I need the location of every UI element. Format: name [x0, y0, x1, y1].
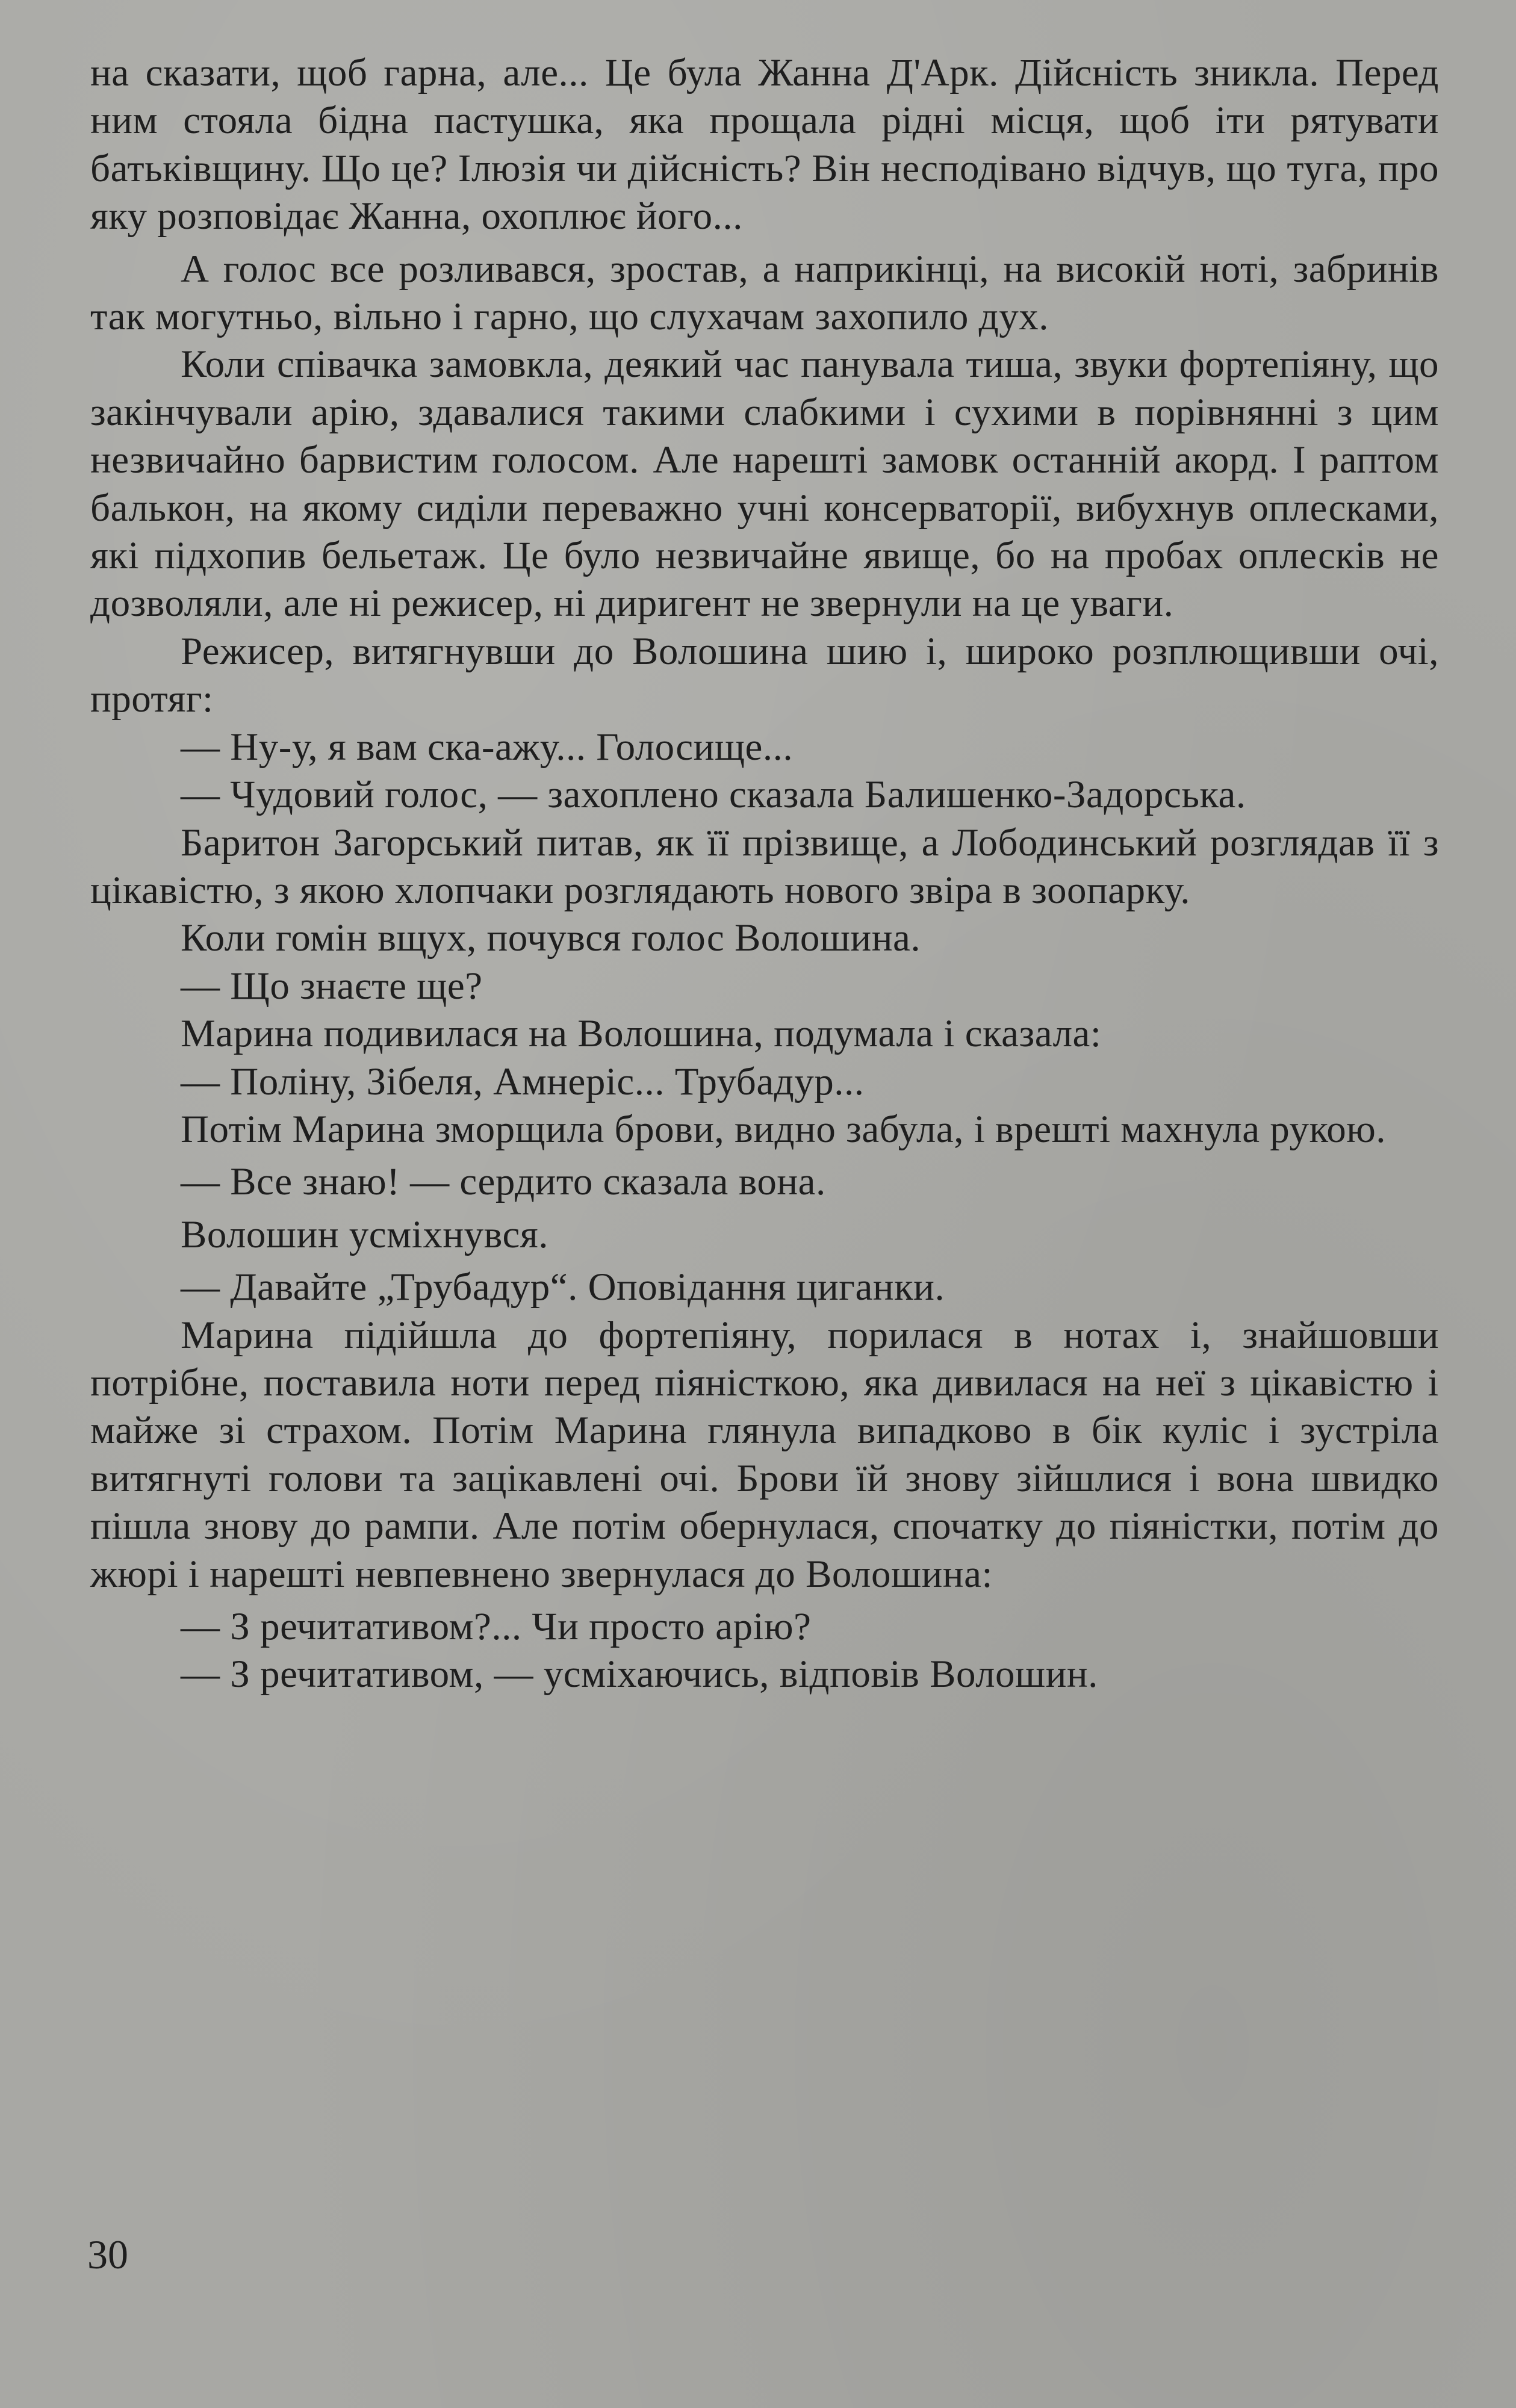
- dialogue-line: — Поліну, Зібеля, Амнеріс... Трубадур...: [181, 1060, 865, 1103]
- paragraph: Волошин усміхнувся.: [181, 1212, 548, 1256]
- dialogue-line: — Що знаєте ще?: [181, 964, 483, 1008]
- paragraph: Коли співачка замовкла, деякий час панувала тиша, звуки фортепіяну, що закінчували арію, здавалися такими слабкими і сухими в порівнянні з цим незвичайно барвистим голосом. Але нарешті замовк останній акорд. І раптом балькон, на якому сиділи переважно учні консерваторії, вибухнув оплесками, які підхопив бельетаж. Це було незвичайне явище, бо на пробах оплесків не дозволяли, але ні режисер, ні диригент не звернули на це уваги.: [90, 343, 1439, 625]
- paragraph: Коли гомін вщух, почувся голос Волошина.: [181, 916, 921, 960]
- dialogue-line: — Все знаю! — сердито сказала вона.: [181, 1160, 826, 1204]
- paragraph: Марина підійшла до фортепіяну, порилася в нотах і, знайшовши потрібне, поставила ноти перед піяністкою, яка дивилася на неї з цікавістю і майже зі страхом. Потім Марина глянула випадково в бік куліс і зустріла витягнуті голови та зацікавлені очі. Брови їй знову зійшлися і вона швидко пішла знову до рампи. Але потім обернулася, спочатку до піяністки, потім до жюрі і нарешті невпевнено звернулася до Волошина:: [90, 1313, 1439, 1596]
- body-text: [90, 49, 1439, 1699]
- paragraph: Баритон Загорський питав, як її прізвище, а Лободинський розглядав її з цікавістю, з якою хлопчаки розглядають нового звіра в зоопарку.: [90, 821, 1439, 912]
- dialogue-line: — З речитативом, — усміхаючись, відповів Волошин.: [181, 1652, 1098, 1696]
- dialogue-line: — Давайте „Трубадур“. Оповідання циганки.: [181, 1265, 945, 1309]
- dialogue-line: — Ну-у, я вам ска-ажу... Голосище...: [181, 725, 794, 769]
- dialogue-line: — З речитативом?... Чи просто арію?: [181, 1605, 812, 1648]
- dialogue-line: — Чудовий голос, — захоплено сказала Балишенко-Задорська.: [181, 773, 1246, 817]
- paragraph: Потім Марина зморщила брови, видно забула, і врешті махнула рукою.: [181, 1107, 1387, 1151]
- paragraph: Режисер, витягнувши до Волошина шию і, широко розплющивши очі, протяг:: [90, 629, 1439, 721]
- paragraph: А голос все розливався, зростав, а наприкінці, на високій ноті, забринів так могутньо, вільно і гарно, що слухачам захопило дух.: [90, 247, 1439, 339]
- paragraph-continuation: на сказати, щоб гарна, але... Це була Жанна Д'Арк. Дійсність зникла. Перед ним стояла бідна пастушка, яка прощала рідні місця, щоб іти рятувати батьківщину. Що це? Ілюзія чи дійсність? Він несподівано відчув, що туга, про яку розповідає Жанна, охоплює його...: [90, 51, 1439, 238]
- page-number: 30: [87, 2232, 128, 2277]
- paragraph: Марина подивилася на Волошина, подумала і сказала:: [181, 1012, 1102, 1056]
